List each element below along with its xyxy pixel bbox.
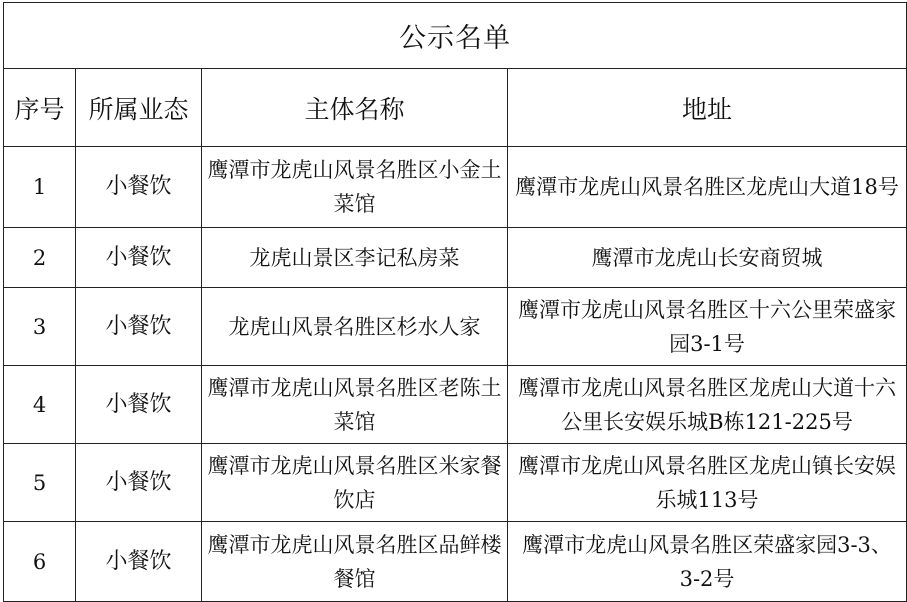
- row-address: 鹰潭市龙虎山风景名胜区龙虎山大道十六公里长安娱乐城B栋121-225号: [508, 366, 907, 444]
- row-entity-name: 鹰潭市龙虎山风景名胜区米家餐饮店: [202, 444, 508, 522]
- row-address: 鹰潭市龙虎山长安商贸城: [508, 228, 907, 288]
- row-business-type: 小餐饮: [76, 444, 202, 522]
- row-entity-name: 龙虎山景区李记私房菜: [202, 228, 508, 288]
- row-address: 鹰潭市龙虎山风景名胜区龙虎山大道18号: [508, 147, 907, 228]
- table-row: [4, 228, 907, 288]
- row-business-type: 小餐饮: [76, 147, 202, 228]
- header-entity-name: 主体名称: [202, 69, 508, 147]
- public-list-table: [3, 2, 907, 602]
- row-business-type: 小餐饮: [76, 522, 202, 602]
- table-row: [4, 366, 907, 444]
- table-row: [4, 444, 907, 522]
- row-index: 6: [4, 522, 76, 602]
- table-row: [4, 522, 907, 602]
- table-title: 公示名单: [4, 3, 907, 69]
- header-address: 地址: [508, 69, 907, 147]
- row-index: 3: [4, 288, 76, 366]
- header-row: [4, 69, 907, 147]
- row-address: 鹰潭市龙虎山风景名胜区十六公里荣盛家园3-1号: [508, 288, 907, 366]
- row-address: 鹰潭市龙虎山风景名胜区龙虎山镇长安娱乐城113号: [508, 444, 907, 522]
- row-business-type: 小餐饮: [76, 228, 202, 288]
- row-index: 2: [4, 228, 76, 288]
- row-business-type: 小餐饮: [76, 288, 202, 366]
- row-business-type: 小餐饮: [76, 366, 202, 444]
- row-entity-name: 鹰潭市龙虎山风景名胜区老陈土菜馆: [202, 366, 508, 444]
- row-index: 4: [4, 366, 76, 444]
- row-entity-name: 鹰潭市龙虎山风景名胜区品鲜楼餐馆: [202, 522, 508, 602]
- row-entity-name: 龙虎山风景名胜区杉水人家: [202, 288, 508, 366]
- row-index: 5: [4, 444, 76, 522]
- title-row: [4, 3, 907, 69]
- row-index: 1: [4, 147, 76, 228]
- table-row: [4, 147, 907, 228]
- header-index: 序号: [4, 69, 76, 147]
- public-list-sheet: [3, 2, 906, 598]
- row-entity-name: 鹰潭市龙虎山风景名胜区小金土菜馆: [202, 147, 508, 228]
- table-row: [4, 288, 907, 366]
- row-address: 鹰潭市龙虎山风景名胜区荣盛家园3-3、3-2号: [508, 522, 907, 602]
- header-business-type: 所属业态: [76, 69, 202, 147]
